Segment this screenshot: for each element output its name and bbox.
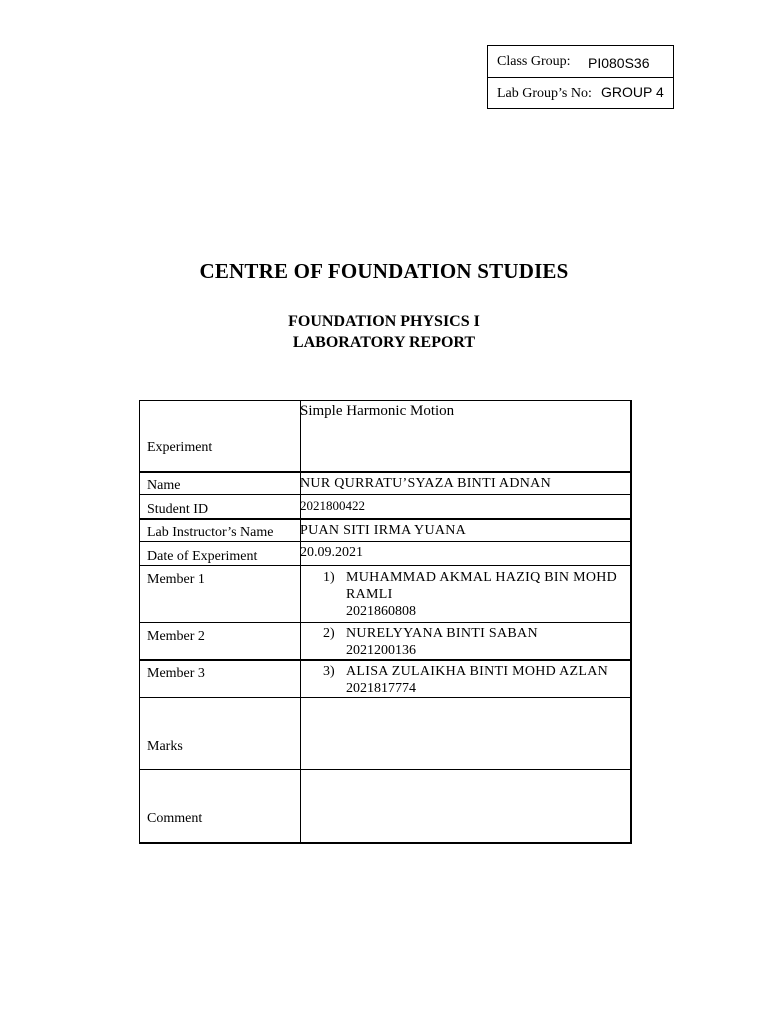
row-divider: [139, 494, 631, 495]
member3-number: 3): [323, 664, 335, 679]
lab-group-value: GROUP 4: [601, 84, 664, 100]
instructor-value: PUAN SITI IRMA YUANA: [300, 523, 467, 538]
instructor-label: Lab Instructor’s Name: [147, 525, 274, 540]
row-divider: [139, 541, 631, 542]
date-value: 20.09.2021: [300, 545, 363, 560]
member1-label: Member 1: [147, 572, 205, 587]
subtitle-course: FOUNDATION PHYSICS I: [288, 313, 480, 330]
name-label: Name: [147, 478, 181, 493]
lab-group-row: [488, 78, 673, 110]
row-divider: [139, 518, 631, 520]
row-divider: [139, 769, 631, 770]
member3-name: ALISA ZULAIKHA BINTI MOHD AZLAN: [346, 664, 609, 679]
member3-entry: [323, 663, 623, 697]
member1-id: 2021860808: [346, 604, 416, 619]
member2-id: 2021200136: [346, 643, 416, 658]
member2-label: Member 2: [147, 629, 205, 644]
class-group-row: [488, 46, 673, 78]
lab-group-label: Lab Group’s No:: [497, 86, 592, 101]
date-label: Date of Experiment: [147, 549, 258, 564]
member2-number: 2): [323, 626, 335, 641]
name-value: NUR QURRATU’SYAZA BINTI ADNAN: [300, 476, 551, 491]
member3-label: Member 3: [147, 666, 205, 681]
class-group-value: PI080S36: [588, 55, 650, 71]
member3-id: 2021817774: [346, 681, 416, 696]
row-divider: [139, 471, 631, 473]
class-group-box: [487, 45, 674, 109]
member1-name-line1: MUHAMMAD AKMAL HAZIQ BIN MOHD: [346, 570, 618, 585]
comment-label: Comment: [147, 811, 203, 826]
row-divider: [139, 659, 631, 661]
row-divider: [139, 565, 631, 566]
experiment-label: Experiment: [147, 440, 213, 455]
table-border-top: [139, 400, 631, 401]
experiment-value: Simple Harmonic Motion: [300, 403, 455, 419]
student-id-label: Student ID: [147, 502, 209, 517]
report-info-table: [139, 400, 631, 844]
member2-name: NURELYYANA BINTI SABAN: [346, 626, 538, 641]
member1-name-line2: RAMLI: [346, 587, 393, 602]
marks-label: Marks: [147, 739, 183, 754]
subtitle-report: LABORATORY REPORT: [292, 334, 476, 351]
row-divider: [139, 697, 631, 698]
page-title: CENTRE OF FOUNDATION STUDIES: [199, 259, 569, 283]
table-border-bottom: [139, 842, 631, 844]
comment-value-cell: [300, 772, 628, 840]
member2-entry: [323, 625, 623, 659]
member1-number: 1): [323, 570, 335, 585]
marks-value-cell: [300, 700, 628, 768]
row-divider: [139, 622, 631, 623]
member1-entry: [323, 569, 623, 621]
student-id-value: 2021800422: [300, 498, 365, 513]
class-group-label: Class Group:: [497, 54, 571, 69]
